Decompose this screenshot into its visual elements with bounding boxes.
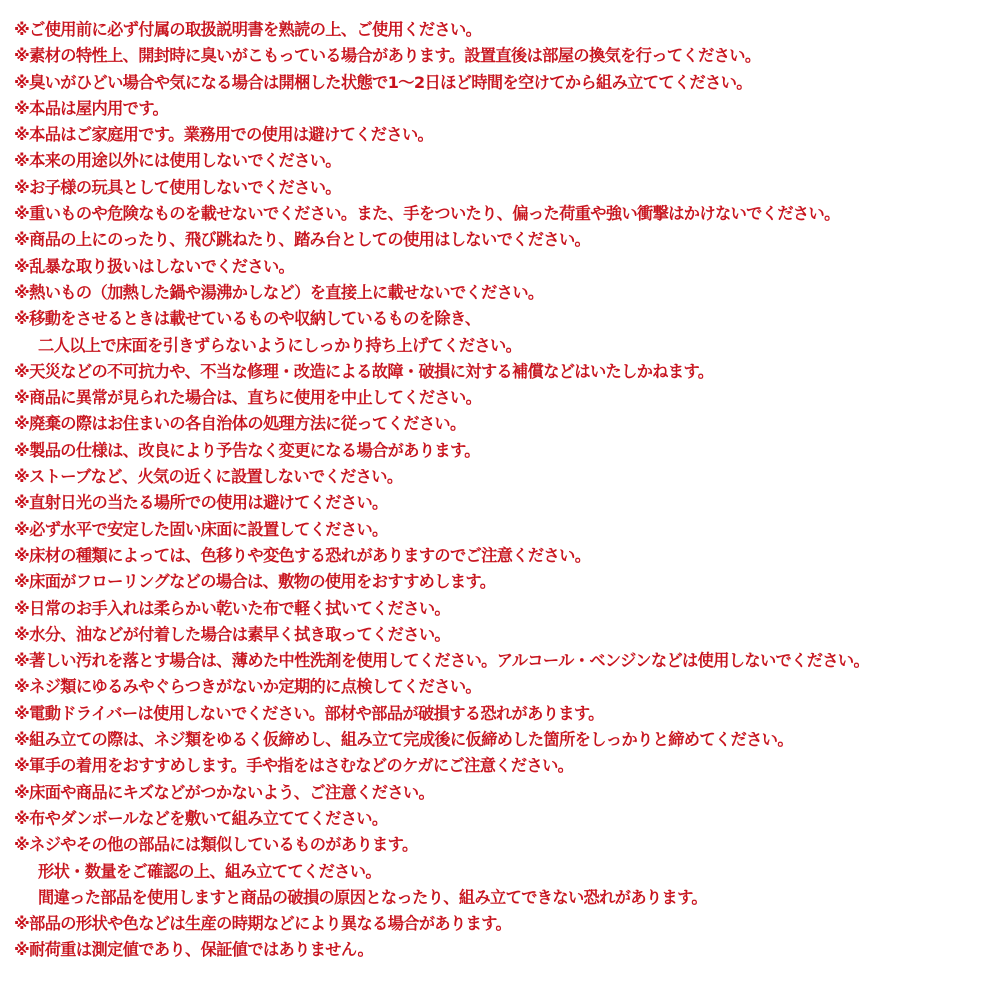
note-line: ※組み立ての際は、ネジ類をゆるく仮締めし、組み立て完成後に仮締めした箇所をしっかりと締めてください。 xyxy=(14,730,793,750)
note-line: ※商品の上にのったり、飛び跳ねたり、踏み台としての使用はしないでください。 xyxy=(14,230,591,250)
note-line: ※部品の形状や色などは生産の時期などにより異なる場合があります。 xyxy=(14,914,512,934)
note-line: ※著しい汚れを落とす場合は、薄めた中性洗剤を使用してください。アルコール・ベンジンなどは使用しないでください。 xyxy=(14,651,870,671)
note-line: ※製品の仕様は、改良により予告なく変更になる場合があります。 xyxy=(14,440,480,460)
note-line: ※床材の種類によっては、色移りや変色する恐れがありますのでご注意ください。 xyxy=(14,545,591,565)
note-line: ※電動ドライバーは使用しないでください。部材や部品が破損する恐れがあります。 xyxy=(14,703,604,723)
note-line: ※天災などの不可抗力や、不当な修理・改造による故障・破損に対する補償などはいたしかねます。 xyxy=(14,361,714,381)
note-line: ※乱暴な取り扱いはしないでください。 xyxy=(14,256,295,276)
note-line: ※日常のお手入れは柔らかい乾いた布で軽く拭いてください。 xyxy=(14,598,450,618)
note-line: ※床面や商品にキズなどがつかないよう、ご注意ください。 xyxy=(14,782,435,802)
note-line: ※水分、油などが付着した場合は素早く拭き取ってください。 xyxy=(14,624,450,644)
note-line: ※本品はご家庭用です。業務用での使用は避けてください。 xyxy=(14,125,434,145)
note-line: ※床面がフローリングなどの場合は、敷物の使用をおすすめします。 xyxy=(14,572,496,592)
note-line: ※お子様の玩具として使用しないでください。 xyxy=(14,177,341,197)
note-line: ※ご使用前に必ず付属の取扱説明書を熟読の上、ご使用ください。 xyxy=(14,20,482,39)
note-line-continuation: 二人以上で床面を引きずらないようにしっかり持ち上げてください。 xyxy=(38,335,522,355)
note-line: ※本品は屋内用です。 xyxy=(14,98,169,118)
note-line: ※商品に異常が見られた場合は、直ちに使用を中止してください。 xyxy=(14,388,482,408)
note-line-continuation: 間違った部品を使用しますと商品の破損の原因となったり、組み立てできない恐れがあります。 xyxy=(38,887,707,907)
note-line: ※必ず水平で安定した固い床面に設置してください。 xyxy=(14,519,388,539)
note-line: ※重いものや危険なものを載せないでください。また、手をついたり、偏った荷重や強い衝撃はかけないでください。 xyxy=(14,204,840,224)
note-line: ※本来の用途以外には使用しないでください。 xyxy=(14,151,341,171)
note-line: ※熱いもの（加熱した鍋や湯沸かしなど）を直接上に載せないでください。 xyxy=(14,282,544,302)
note-line: ※廃棄の際はお住まいの各自治体の処理方法に従ってください。 xyxy=(14,414,466,434)
note-line: ※素材の特性上、開封時に臭いがこもっている場合があります。設置直後は部屋の換気を行ってください。 xyxy=(14,46,761,66)
note-line: ※移動をさせるときは載せているものや収納しているものを除き、 xyxy=(14,309,481,329)
note-line: ※ネジやその他の部品には類似しているものがあります。 xyxy=(14,835,418,855)
note-line: ※直射日光の当たる場所での使用は避けてください。 xyxy=(14,493,388,513)
note-line: ※耐荷重は測定値であり、保証値ではありません。 xyxy=(14,940,374,960)
note-line: ※ネジ類にゆるみやぐらつきがないか定期的に点検してください。 xyxy=(14,677,482,697)
note-line: ※臭いがひどい場合や気になる場合は開梱した状態で1〜2日ほど時間を空けてから組み立ててください。 xyxy=(14,72,752,92)
note-line: ※ストーブなど、火気の近くに設置しないでください。 xyxy=(14,467,403,487)
note-line-continuation: 形状・数量をご確認の上、組み立ててください。 xyxy=(38,861,381,881)
note-line: ※軍手の着用をおすすめします。手や指をはさむなどのケガにご注意ください。 xyxy=(14,756,574,776)
caution-notes-list xyxy=(14,17,990,964)
note-line: ※布やダンボールなどを敷いて組み立ててください。 xyxy=(14,808,388,828)
